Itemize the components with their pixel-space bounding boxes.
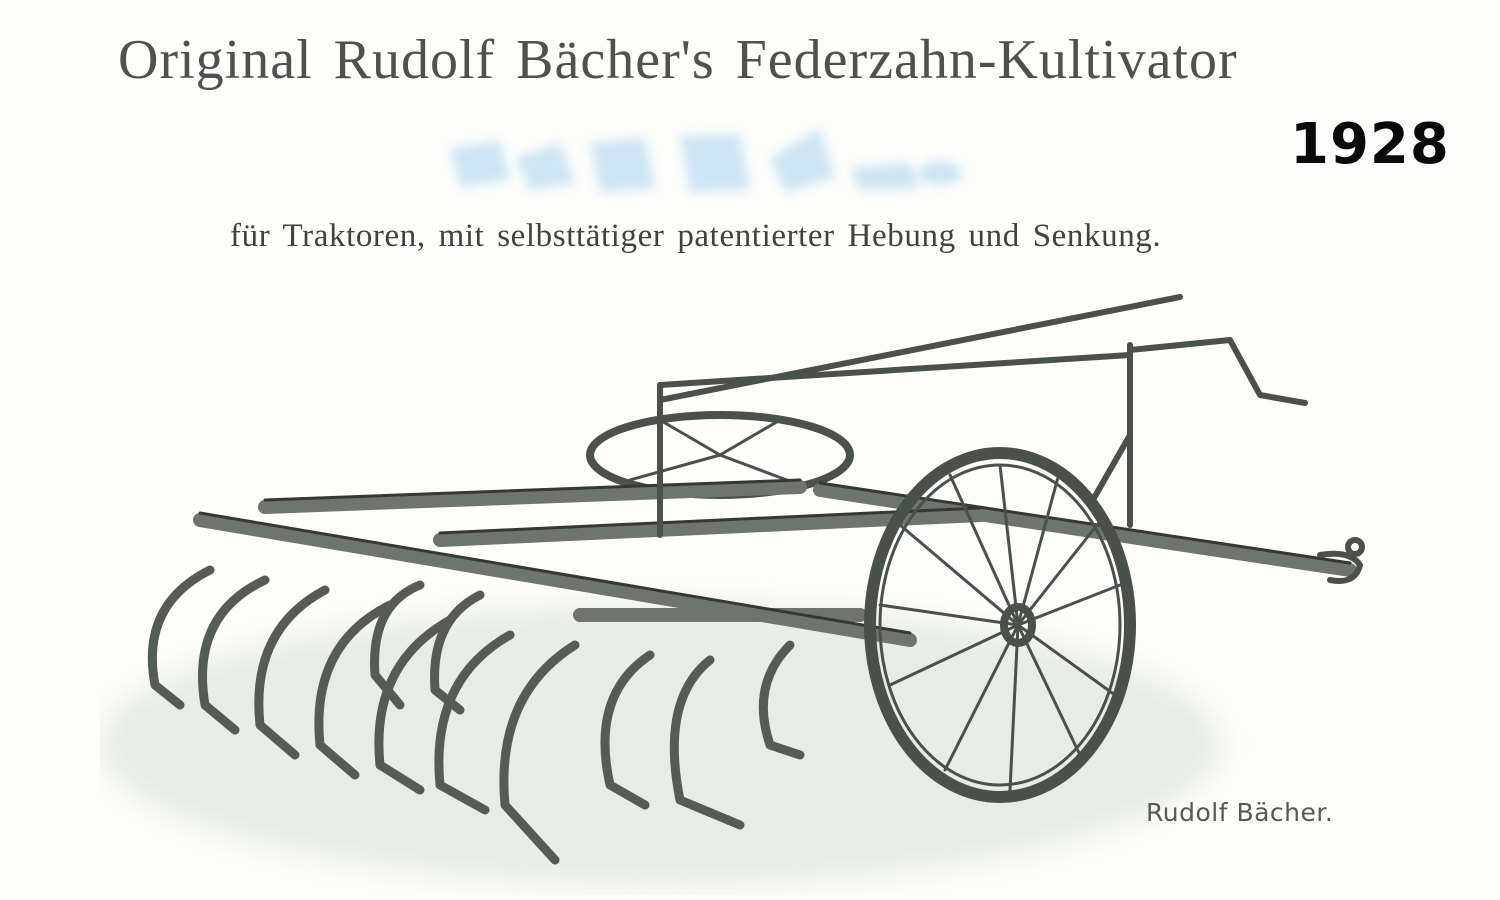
page-title: Original Rudolf Bächer's Federzahn-Kultivator [118, 29, 1238, 91]
page-subtitle: für Traktoren, mit selbsttätiger patentierter Hebung und Senkung. [230, 218, 1162, 254]
faded-stamp-mark [440, 118, 980, 208]
signature: Rudolf Bächer. [1146, 798, 1334, 827]
year-label: 1928 [1290, 112, 1450, 177]
